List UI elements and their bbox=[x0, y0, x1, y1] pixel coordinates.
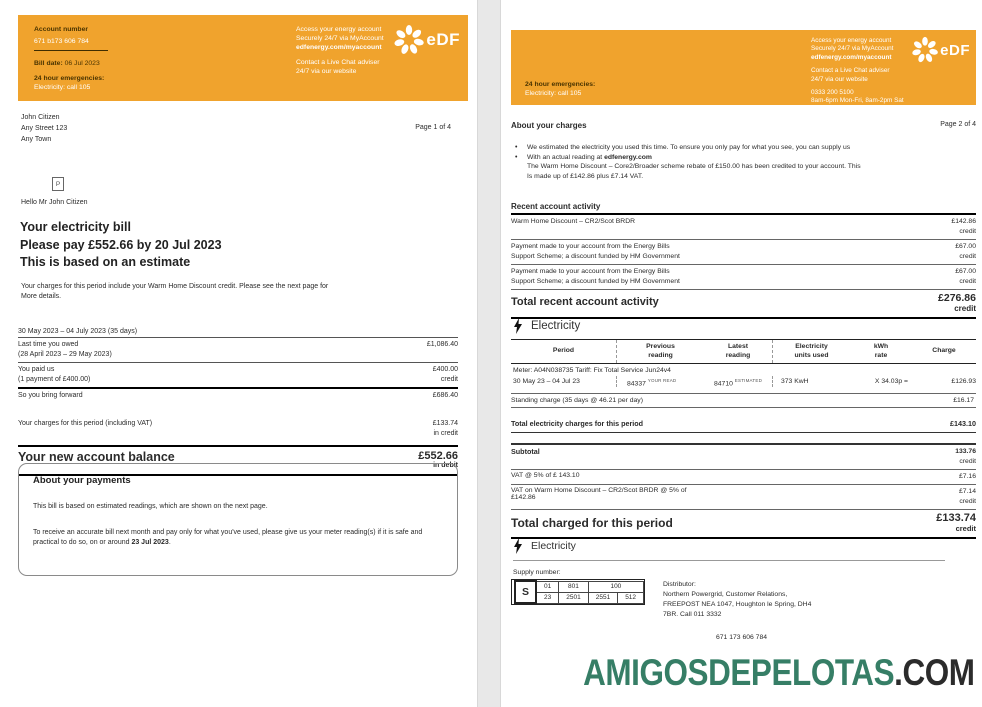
greeting-text: Hello Mr John Citizen bbox=[21, 199, 88, 206]
page1-header-right-column bbox=[296, 25, 384, 76]
column-header: Previous reading bbox=[616, 340, 704, 363]
subtotal-note: credit bbox=[959, 458, 976, 466]
emergencies-label: 24 hour emergencies: bbox=[525, 81, 596, 88]
standing-charge-value: £16.17 bbox=[953, 397, 974, 405]
bill-date-value: 06 Jul 2023 bbox=[62, 60, 100, 67]
vat2-note: credit bbox=[959, 498, 976, 506]
supply-section-header bbox=[513, 538, 945, 561]
intro-line-2: More details. bbox=[21, 293, 62, 300]
table-row bbox=[18, 417, 458, 441]
subtotal-value: 133.76 bbox=[955, 448, 976, 456]
table-row bbox=[511, 215, 976, 240]
watermark-text bbox=[584, 652, 975, 694]
lightning-bolt-icon bbox=[513, 318, 523, 334]
payments-box-title: About your payments bbox=[33, 475, 131, 486]
distributor-line-2: FREEPOST NEA 1047, Houghton le Spring, DH4 bbox=[663, 601, 812, 608]
electricity-section-title: Electricity bbox=[531, 320, 581, 332]
charge-value: £126.93 bbox=[951, 378, 976, 385]
summary-period: 30 May 2023 – 04 July 2023 (35 days) bbox=[18, 328, 458, 338]
electricity-section-header bbox=[513, 318, 976, 334]
vat1-label: VAT @ 5% of £ 143.10 bbox=[511, 472, 580, 480]
subtotal-row bbox=[511, 445, 976, 470]
mpan-cell: 2501 bbox=[559, 592, 588, 603]
bill-page-1 bbox=[0, 0, 478, 707]
balance-value: £552.66 bbox=[418, 450, 458, 462]
total-electricity-row bbox=[511, 417, 976, 433]
meter-table-header bbox=[511, 339, 976, 364]
bill-date-line bbox=[34, 59, 108, 68]
access-line-1: Access your energy account bbox=[811, 37, 892, 44]
contact-line-1: Contact a Live Chat adviser bbox=[296, 59, 380, 66]
emergencies-value: Electricity: call 105 bbox=[525, 90, 582, 97]
balance-note: in debit bbox=[433, 462, 458, 469]
latest-reading: 84710 $^{ESTIMATED}$ bbox=[714, 378, 763, 388]
latest-reading-tag: ESTIMATED bbox=[734, 378, 763, 383]
edf-logo-text: eDF bbox=[426, 30, 460, 49]
mpan-cell: 01 bbox=[536, 581, 559, 592]
edf-logo bbox=[393, 23, 460, 57]
bullet1-bold-url: edfenergy.com bbox=[604, 153, 652, 161]
row-note: credit bbox=[959, 278, 976, 285]
emergencies-value: Electricity: call 105 bbox=[34, 84, 91, 91]
account-reference-number: 671 173 606 784 bbox=[716, 634, 768, 641]
standing-charge-label: Standing charge (35 days @ 46.21 per day) bbox=[511, 397, 643, 405]
contact-line-1: Contact a Live Chat adviser bbox=[811, 67, 890, 75]
meter-reading-row bbox=[511, 374, 976, 394]
account-number-label: Account number bbox=[34, 26, 89, 33]
electricity-charges-section bbox=[511, 318, 976, 539]
row-sublabel: Support Scheme; a discount funded by HM Government bbox=[511, 253, 680, 260]
column-header: kWh rate bbox=[873, 343, 889, 359]
total-charged-value: £133.74 bbox=[936, 512, 976, 525]
intro-paragraph bbox=[21, 282, 441, 302]
previous-reading-tag: YOUR READ bbox=[647, 378, 677, 383]
page1-indicator: Page 1 of 4 bbox=[415, 124, 451, 131]
row-value: £400.00 bbox=[432, 366, 458, 373]
lightning-bolt-icon bbox=[513, 538, 523, 554]
vat1-value: £7.16 bbox=[958, 473, 976, 481]
list-item bbox=[515, 143, 965, 153]
account-number-value: 671 b173 606 784 bbox=[34, 38, 89, 45]
column-header: Latest reading bbox=[725, 343, 751, 359]
payments-box-para-2 bbox=[33, 528, 423, 548]
reading-period: 30 May 23 – 04 Jul 23 bbox=[513, 378, 580, 385]
row-label: Payment made to your account from the Energy Bills bbox=[511, 268, 670, 275]
row-note: credit bbox=[440, 376, 458, 383]
distributor-line-1: Northern Powergrid, Customer Relations, bbox=[663, 591, 788, 598]
row-label: You paid us bbox=[18, 366, 55, 373]
page1-header-left-column bbox=[34, 25, 108, 92]
distributor-label: Distributor: bbox=[663, 581, 696, 588]
bullet1-line2: With an actual reading at bbox=[527, 153, 605, 161]
account-summary-table bbox=[18, 328, 458, 476]
row-label: Payment made to your account from the Energy Bills bbox=[511, 243, 670, 250]
row-sublabel: (1 payment of £400.00) bbox=[18, 376, 91, 383]
mpan-cell: 2551 bbox=[588, 592, 617, 603]
bullet1-line1: We estimated the electricity you used this time. To ensure you only pay for what you see, you can supply us bbox=[527, 144, 851, 151]
vat2-line2: £142.86 bbox=[511, 494, 536, 502]
row-value: £67.00 bbox=[955, 243, 976, 250]
intro-line-1: Your charges for this period include your Warm Home Discount credit. Please see the next page for bbox=[21, 283, 329, 290]
mpan-cell: 801 bbox=[559, 581, 588, 592]
watermark-dark-part: .COM bbox=[894, 652, 975, 693]
meter-tariff-line: Meter: A04N038735 Tariff: Fix Total Service Jun24v4 bbox=[513, 367, 671, 374]
address-line-1: John Citizen bbox=[21, 114, 60, 121]
units-used: 373 KwH bbox=[772, 376, 850, 387]
page2-orange-header bbox=[511, 30, 976, 105]
emergencies-label: 24 hour emergencies: bbox=[34, 75, 105, 82]
access-line-3: edfenergy.com/myaccount bbox=[811, 53, 892, 61]
page2-header-right-column bbox=[811, 37, 904, 106]
bill-date-label: Bill date: bbox=[34, 60, 63, 67]
edf-flower-icon bbox=[911, 35, 939, 65]
bullet-icon: • bbox=[515, 153, 518, 161]
recipient-address bbox=[21, 112, 67, 145]
row-label: So you bring forward bbox=[18, 392, 83, 399]
row-label: Last time you owed bbox=[18, 341, 79, 348]
column-header: Electricity units used bbox=[772, 340, 850, 363]
mpan-cell: 23 bbox=[536, 592, 559, 603]
row-value: £142.86 bbox=[951, 218, 976, 225]
mpan-cell: 512 bbox=[618, 592, 644, 603]
contact-line-2: 24/7 via our website bbox=[811, 75, 868, 83]
supply-number-label: Supply number: bbox=[513, 569, 561, 576]
about-charges-title: About your charges bbox=[511, 121, 587, 130]
edf-logo-text: eDF bbox=[940, 41, 970, 59]
payments-box-para-1: This bill is based on estimated readings, which are shown on the next page. bbox=[33, 503, 268, 510]
bullet2-line1: The Warm Home Discount – Core2/Broader scheme rebate of £150.00 has been credited to your account. This bbox=[527, 163, 861, 171]
page2-header-left-column bbox=[525, 80, 595, 98]
supply-details-section bbox=[511, 538, 976, 641]
row-note: credit bbox=[959, 228, 976, 235]
bullet-icon: • bbox=[515, 144, 518, 151]
row-value: £686.40 bbox=[432, 392, 458, 399]
total-charged-label: Total charged for this period bbox=[511, 516, 673, 531]
total-charged-note: credit bbox=[955, 524, 976, 534]
subtotal-label: Subtotal bbox=[511, 447, 540, 457]
recent-activity-title: Recent account activity bbox=[511, 202, 976, 215]
bill-title-line-3: This is based on an estimate bbox=[20, 255, 191, 269]
edf-logo bbox=[911, 35, 970, 65]
total-electricity-value: £143.10 bbox=[950, 419, 976, 429]
vat2-value: £7.14 bbox=[958, 488, 976, 496]
mpan-cell: 100 bbox=[588, 581, 643, 592]
phone-number: 0333 200 5100 bbox=[811, 89, 854, 97]
bill-page-2 bbox=[500, 0, 982, 707]
distributor-line-3: 7BR. Call 011 3332 bbox=[663, 611, 722, 618]
recent-activity-total-row bbox=[511, 290, 976, 319]
vat-row bbox=[511, 470, 976, 485]
page2-title-bar bbox=[511, 121, 976, 130]
charges-bullet-list bbox=[515, 143, 965, 181]
table-row bbox=[511, 265, 976, 290]
contact-line-2: 24/7 via our website bbox=[296, 68, 357, 75]
table-row bbox=[18, 363, 458, 389]
table-row bbox=[18, 389, 458, 403]
vat-subtotal-block bbox=[511, 443, 976, 539]
bill-title-line-1: Your electricity bill bbox=[20, 220, 131, 234]
mpan-s-cell: S bbox=[515, 581, 536, 603]
supply-number-box bbox=[511, 579, 645, 605]
address-line-3: Any Town bbox=[21, 136, 52, 143]
recent-account-activity bbox=[511, 202, 976, 319]
list-item bbox=[515, 153, 965, 182]
row-sublabel: (28 April 2023 – 29 May 2023) bbox=[18, 351, 112, 358]
para2-period: . bbox=[168, 539, 171, 546]
total-charged-row bbox=[511, 510, 976, 539]
address-line-2: Any Street 123 bbox=[21, 125, 68, 132]
row-sublabel: Support Scheme; a discount funded by HM Government bbox=[511, 278, 680, 285]
watermark-green-part: AMIGOSDEPELOTAS bbox=[583, 652, 895, 693]
para2-text: To receive an accurate bill next month and pay only for what you've used, please give us your meter reading(s) if it is safe and practical to do so, on or around bbox=[33, 529, 423, 546]
kwh-rate: X 34.03p = bbox=[874, 378, 908, 385]
row-value: £1,086.40 bbox=[426, 341, 458, 348]
opening-hours: 8am-6pm Mon-Fri, 8am-2pm Sat bbox=[811, 97, 904, 105]
total-electricity-label: Total electricity charges for this period bbox=[511, 419, 644, 429]
standing-charge-row bbox=[511, 394, 976, 408]
distributor-block bbox=[663, 580, 811, 620]
row-value: £133.74 bbox=[432, 420, 458, 427]
bill-title-block bbox=[20, 219, 222, 272]
balance-label: Your new account balance bbox=[18, 450, 175, 464]
bullet2-line2: Is made up of £142.86 plus £7.14 VAT. bbox=[527, 172, 644, 180]
access-line-1: Access your energy account bbox=[296, 26, 382, 33]
total-value: £276.86 bbox=[938, 292, 976, 304]
page1-orange-header bbox=[18, 15, 468, 101]
table-row bbox=[18, 338, 458, 363]
previous-reading: 84337 $^{YOUR READ}$ bbox=[616, 376, 704, 387]
vat2-line1: VAT on Warm Home Discount – CR2/Scot BRDR @ 5% of bbox=[511, 487, 687, 495]
about-payments-box bbox=[18, 463, 458, 576]
edf-flower-icon bbox=[393, 23, 425, 57]
column-header: Period bbox=[552, 347, 575, 355]
row-note: credit bbox=[959, 253, 976, 260]
access-line-3: edfenergy.com/myaccount bbox=[296, 44, 382, 51]
bill-title-line-2: Please pay £552.66 by 20 Jul 2023 bbox=[20, 237, 222, 252]
account-number-underline bbox=[34, 50, 108, 51]
row-label: Your charges for this period (including VAT) bbox=[18, 420, 153, 427]
postal-p-icon: P bbox=[52, 177, 64, 191]
total-note: credit bbox=[954, 304, 976, 313]
table-row bbox=[511, 240, 976, 265]
para2-bold-date: 23 Jul 2023 bbox=[131, 539, 169, 546]
access-line-2: Securely 24/7 via MyAccount bbox=[296, 35, 384, 42]
page2-indicator: Page 2 of 4 bbox=[940, 121, 976, 128]
row-note: in credit bbox=[433, 430, 458, 437]
column-header: Charge bbox=[932, 347, 956, 355]
total-label: Total recent account activity bbox=[511, 296, 659, 308]
row-value: £67.00 bbox=[955, 268, 976, 275]
row-label: Warm Home Discount – CR2/Scot BRDR bbox=[511, 218, 636, 225]
access-line-2: Securely 24/7 via MyAccount bbox=[811, 45, 894, 53]
vat-whd-row bbox=[511, 485, 976, 510]
supply-section-title: Electricity bbox=[531, 540, 576, 552]
